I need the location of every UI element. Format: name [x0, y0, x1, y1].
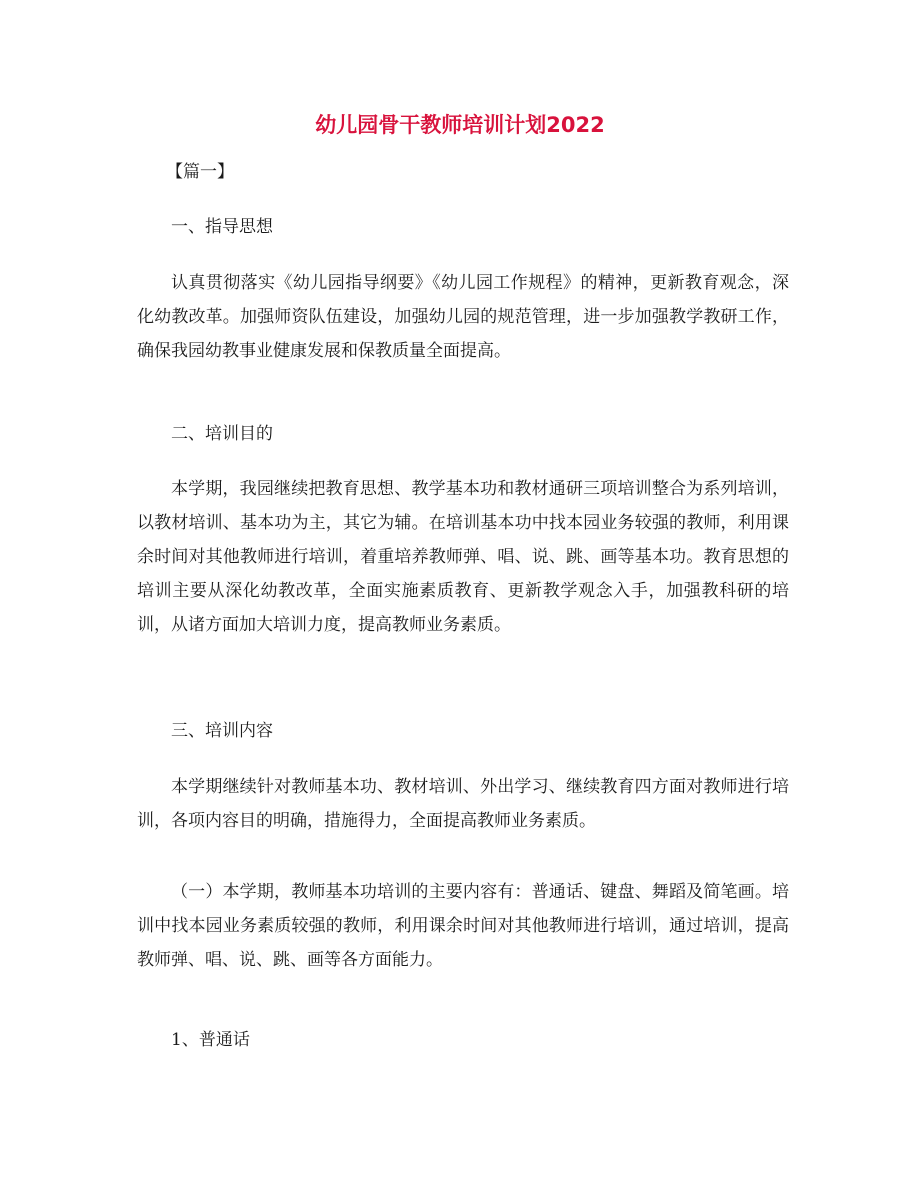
heading-guiding-ideology: 一、指导思想	[171, 217, 273, 237]
paragraph-training-content: 本学期继续针对教师基本功、教材培训、外出学习、继续教育四方面对教师进行培训，各项内容目的明确，措施得力，全面提高教师业务素质。	[137, 777, 789, 831]
heading-training-purpose: 二、培训目的	[171, 424, 273, 444]
section-mark: 【篇一】	[166, 162, 234, 182]
document-title: 幼儿园骨干教师培训计划2022	[315, 113, 605, 137]
paragraph-basic-skills: （一）本学期，教师基本功培训的主要内容有：普通话、键盘、舞蹈及简笔画。培训中找本园业务素质较强的教师，利用课余时间对其他教师进行培训，通过培训，提高教师弹、唱、说、跳、画等各方面能力。	[137, 882, 789, 970]
paragraph-guiding-ideology: 认真贯彻落实《幼儿园指导纲要》《幼儿园工作规程》的精神，更新教育观念，深化幼教改革。加强师资队伍建设，加强幼儿园的规范管理，进一步加强教学教研工作，确保我园幼教事业健康发展和保教质量全面提高。	[137, 273, 789, 361]
paragraph-training-purpose: 本学期，我园继续把教育思想、教学基本功和教材通研三项培训整合为系列培训，以教材培训、基本功为主，其它为辅。在培训基本功中找本园业务较强的教师，利用课余时间对其他教师进行培训，着重培养教师弹、唱、说、跳、画等基本功。教育思想的培训主要从深化幼教改革，全面实施素质教育、更新教学观念入手，加强教科研的培训，从诸方面加大培训力度，提高教师业务素质。	[137, 479, 789, 635]
heading-training-content: 三、培训内容	[171, 721, 273, 741]
heading-mandarin: 1、普通话	[171, 1030, 250, 1050]
